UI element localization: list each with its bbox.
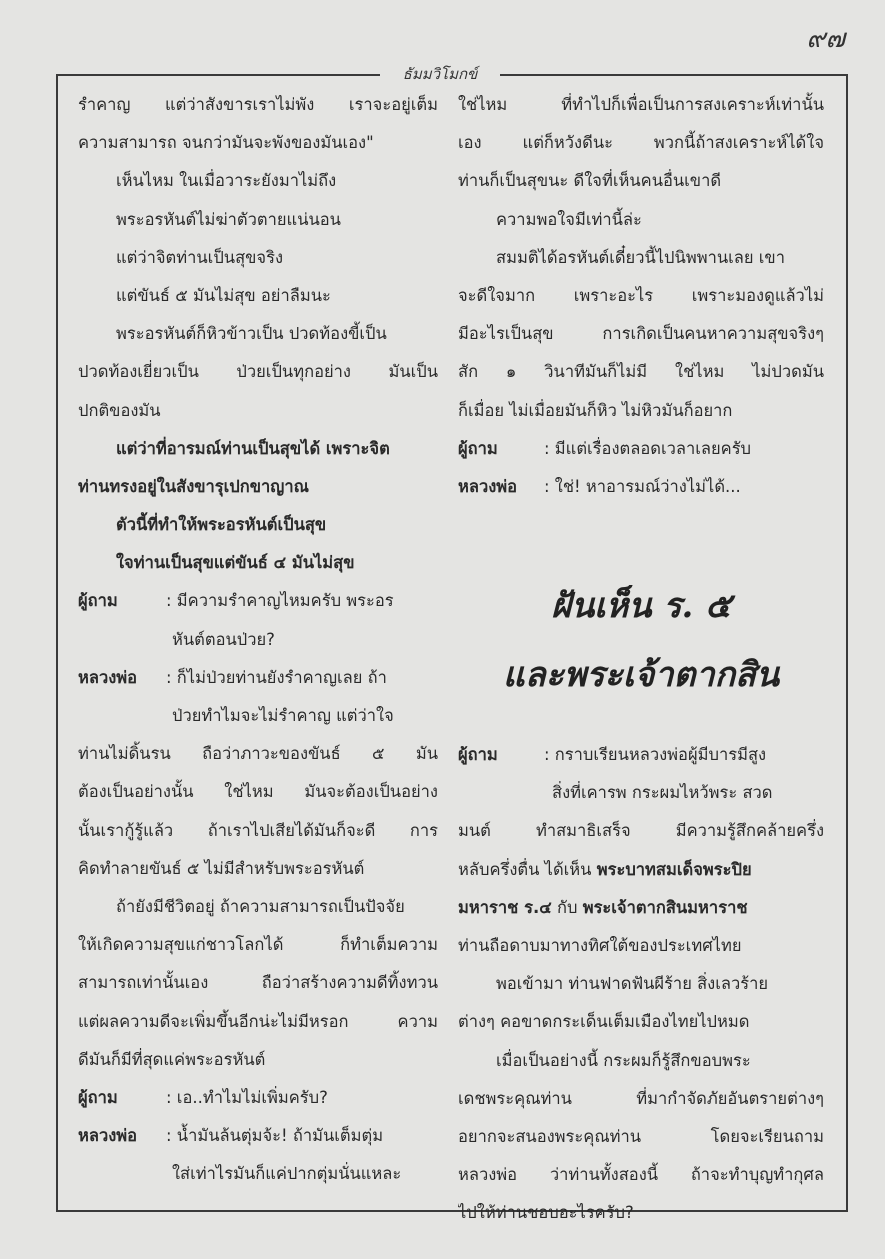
running-head: ธัมมวิโมกข์	[380, 62, 500, 86]
text-line: ต่างๆ คอขาดกระเด็นเต็มเมืองไทยไปหมด	[458, 1012, 750, 1032]
text-line: ท่านถือดาบมาทางทิศใต้ของประเทศไทย	[458, 936, 742, 955]
text-line-bold: ใจท่านเป็นสุขแต่ขันธ์ ๔ มันไม่สุข	[116, 553, 355, 573]
dialogue-line	[458, 736, 824, 774]
text-line: ท่านไม่ดิ้นรน ถือว่าภาวะของขันธ์ ๕ มัน	[78, 744, 438, 764]
dialogue-text: : เอ..ทำไมไม่เพิ่มครับ?	[166, 1087, 328, 1107]
text-line: ไปให้ท่านชอบอะไรครับ?	[458, 1203, 634, 1223]
text-line: ความพอใจมีเท่านี้ล่ะ	[496, 209, 642, 229]
text-line: สมมติได้อรหันต์เดี๋ยวนี้ไปนิพพานเลย เขา	[496, 247, 785, 267]
text-line: สามารถเท่านั้นเอง ถือว่าสร้างความดีทิ้งทวน	[78, 973, 438, 993]
text-line: มีอะไรเป็นสุข การเกิดเป็นคนหาความสุขจริงๆ	[458, 324, 824, 344]
text-line-mixed	[458, 889, 824, 927]
text-line: สิ่งที่เคารพ กระผมไหว้พระ สวด	[552, 783, 773, 803]
text-line: ท่านก็เป็นสุขนะ ดีใจที่เห็นคนอื่นเขาดี	[458, 171, 722, 191]
text-line: แต่ขันธ์ ๕ มันไม่สุข อย่าลืมนะ	[116, 285, 331, 305]
dialogue-line	[458, 468, 824, 506]
text-line: เดชพระคุณท่าน ที่มากำจัดภัยอันตรายต่างๆ	[458, 1088, 824, 1108]
speaker-label: ผู้ถาม	[78, 1087, 118, 1107]
text-line-mixed	[458, 851, 824, 889]
dialogue-text: : ใช่! หาอารมณ์ว่างไม่ได้...	[544, 476, 741, 496]
royal-name: พระเจ้าตากสินมหาราช	[582, 897, 748, 917]
dialogue-text: : มีแต่เรื่องตลอดเวลาเลยครับ	[544, 438, 752, 458]
text-line: เห็นไหม ในเมื่อวาระยังมาไม่ถึง	[116, 171, 337, 191]
dialogue-text: : ก็ไม่ป่วยท่านยังรำคาญเลย ถ้า	[166, 667, 387, 687]
text-line: ความสามารถ จนกว่ามันจะพังของมันเอง"	[78, 133, 374, 153]
text-line: แต่ผลความดีจะเพิ่มขึ้นอีกน่ะไม่มีหรอก ความ	[78, 1011, 438, 1031]
dialogue-line	[458, 430, 824, 468]
text-line: ต้องเป็นอย่างนั้น ใช่ไหม มันจะต้องเป็นอย่าง	[78, 782, 438, 802]
text-line-bold: ตัวนี้ที่ทำให้พระอรหันต์เป็นสุข	[116, 515, 327, 535]
text-line: ปกติของมัน	[78, 400, 161, 420]
dialogue-text: : มีความรำคาญไหมครับ พระอร	[166, 591, 394, 611]
text-line: คิดทำลายขันธ์ ๕ ไม่มีสำหรับพระอรหันต์	[78, 858, 365, 878]
page-number: ๙๗	[806, 24, 845, 54]
text-line: หลวงพ่อ ว่าท่านทั้งสองนี้ ถ้าจะทำบุญทำกุศล	[458, 1165, 824, 1185]
right-column	[458, 86, 824, 1233]
text-line: รำคาญ แต่ว่าสังขารเราไม่พัง เราจะอยู่เต็ม	[78, 95, 438, 114]
text-line-bold: แต่ว่าที่อารมณ์ท่านเป็นสุขได้ เพราะจิต	[116, 438, 390, 458]
text-line: ปวดท้องเยี่ยวเป็น ป่วยเป็นทุกอย่าง มันเป็น	[78, 362, 438, 382]
text-line: นั้นเรากู้รู้แล้ว ถ้าเราไปเสียได้มันก็จะดี การ	[78, 820, 438, 840]
text-line: สัก ๑ วินาทีมันก็ไม่มี ใช่ไหม ไม่ปวดมัน	[458, 362, 824, 382]
text-line: ดีมันก็มีที่สุดแค่พระอรหันต์	[78, 1049, 266, 1069]
text-line: หันต์ตอนป่วย?	[172, 629, 275, 649]
text-line: เมื่อเป็นอย่างนี้ กระผมก็รู้สึกขอบพระ	[496, 1050, 751, 1070]
dialogue-line	[78, 582, 438, 620]
speaker-label: ผู้ถาม	[458, 745, 498, 765]
text-line: เอง แต่ก็หวังดีนะ พวกนี้ถ้าสงเคราะห์ได้ใจ	[458, 133, 824, 153]
dialogue-line	[78, 1079, 438, 1117]
text-line: ใช่ไหม ที่ทำไปก็เพื่อเป็นการสงเคราะห์เท่านั้น	[458, 95, 824, 114]
text-line: ป่วยทำไมจะไม่รำคาญ แต่ว่าใจ	[172, 706, 394, 725]
dialogue-line	[78, 1117, 438, 1155]
text-line: แต่ว่าจิตท่านเป็นสุขจริง	[116, 247, 284, 267]
text-line: ให้เกิดความสุขแก่ชาวโลกได้ ก็ทำเต็มความ	[78, 935, 438, 955]
text-line: มนต์ ทำสมาธิเสร็จ มีความรู้สึกคล้ายครึ่ง	[458, 821, 824, 841]
royal-name: มหาราช ร.๔	[458, 897, 552, 917]
section-title-line-2: และพระเจ้าตากสิน	[502, 655, 780, 696]
text-line: พระอรหันต์ไม่ฆ่าตัวตายแน่นอน	[116, 209, 341, 229]
dialogue-line	[78, 659, 438, 697]
section-title-line-1: ฝันเห็น ร. ๕	[551, 586, 731, 627]
text-line: ใส่เท่าไรมันก็แค่ปากตุ่มนั่นแหละ	[172, 1164, 402, 1184]
text-line: ถ้ายังมีชีวิตอยู่ ถ้าความสามารถเป็นปัจจัย	[116, 896, 405, 916]
text-line: จะดีใจมาก เพราะอะไร เพราะมองดูแล้วไม่	[458, 285, 824, 305]
royal-name: พระบาทสมเด็จพระปิย	[596, 859, 752, 879]
speaker-label: หลวงพ่อ	[458, 476, 518, 496]
dialogue-text: : กราบเรียนหลวงพ่อผู้มีบารมีสูง	[544, 745, 767, 765]
text-line: ก็เมื่อย ไม่เมื่อยมันก็หิว ไม่หิวมันก็อยาก	[458, 400, 733, 420]
speaker-label: ผู้ถาม	[78, 591, 118, 611]
speaker-label: หลวงพ่อ	[78, 667, 138, 687]
speaker-label: ผู้ถาม	[458, 438, 498, 458]
text-run: หลับครึ่งตื่น ได้เห็น	[458, 859, 597, 879]
text-line: พอเข้ามา ท่านฟาดฟันผีร้าย สิ่งเลวร้าย	[496, 974, 769, 994]
section-spacer	[458, 506, 824, 562]
text-line-bold: ท่านทรงอยู่ในสังขารุเปกขาญาณ	[78, 476, 309, 496]
speaker-label: หลวงพ่อ	[78, 1126, 138, 1146]
text-line: พระอรหันต์ก็หิวข้าวเป็น ปวดท้องขี้เป็น	[116, 324, 387, 344]
left-column	[78, 86, 438, 1193]
dialogue-text: : น้ำมันล้นตุ่มจ้ะ! ถ้ามันเต็มตุ่ม	[166, 1126, 384, 1146]
text-line: อยากจะสนองพระคุณท่าน โดยจะเรียนถาม	[458, 1126, 824, 1146]
section-spacer	[458, 712, 824, 736]
text-run: กับ	[551, 897, 583, 917]
